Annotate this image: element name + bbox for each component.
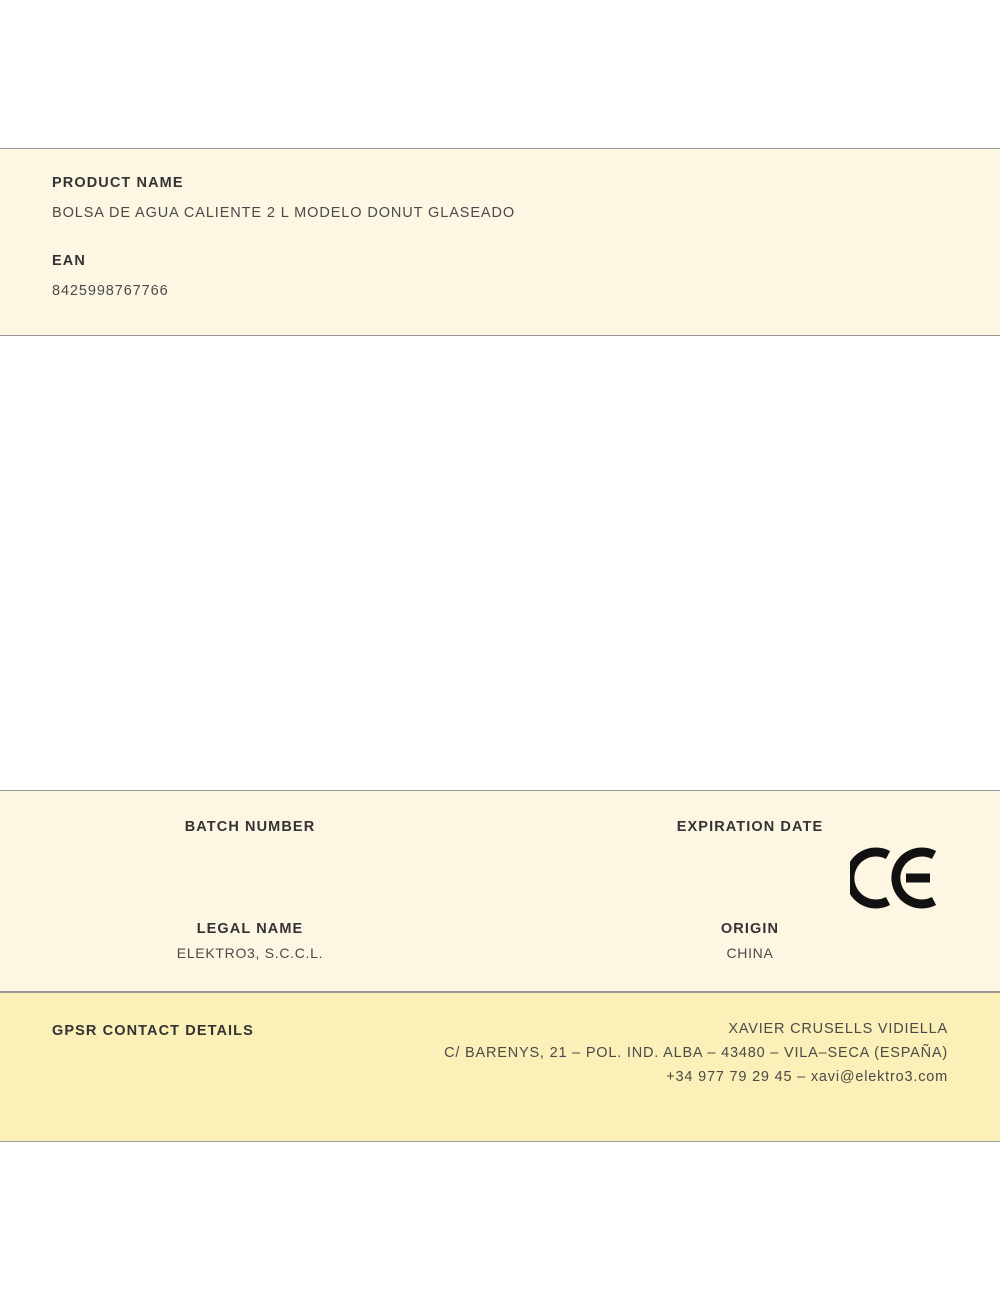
origin-value: CHINA [726,945,774,961]
product-name-value: BOLSA DE AGUA CALIENTE 2 L MODELO DONUT GLASEADO [52,205,516,221]
batch-number-label: BATCH NUMBER [184,819,316,835]
product-identification-section [0,148,1000,336]
bottom-whitespace [0,1142,1000,1300]
batch-legal-section [0,790,1000,992]
product-name-label: PRODUCT NAME [52,175,184,191]
image-placeholder-area [0,336,1000,790]
batch-number-value [0,843,500,861]
legal-name-label: LEGAL NAME [196,921,304,937]
product-name-field [52,175,948,221]
legal-origin-row [0,921,1000,963]
gpsr-contact-person: XAVIER CRUSELLS VIDIELLA [728,1021,948,1037]
ean-value: 8425998767766 [52,283,169,299]
ean-label: EAN [52,253,86,269]
gpsr-contact-label: GPSR CONTACT DETAILS [52,1023,254,1039]
ean-field [52,253,948,299]
top-whitespace [0,0,1000,148]
legal-name-value: ELEKTRO3, S.C.C.L. [176,945,324,961]
ce-marking-icon [850,847,942,909]
gpsr-contact-section [0,992,1000,1142]
gpsr-contact-lines [254,1021,948,1093]
origin-field [500,921,1000,963]
gpsr-contact-phone-email: +34 977 79 29 45 – xavi@elektro3.com [666,1069,948,1085]
gpsr-contact-address: C/ BARENYS, 21 – POL. IND. ALBA – 43480 – VILA–SECA (ESPAÑA) [444,1045,948,1061]
batch-number-field [0,819,500,861]
origin-label: ORIGIN [720,921,780,937]
expiration-date-label: EXPIRATION DATE [676,819,824,835]
legal-name-field [0,921,500,963]
